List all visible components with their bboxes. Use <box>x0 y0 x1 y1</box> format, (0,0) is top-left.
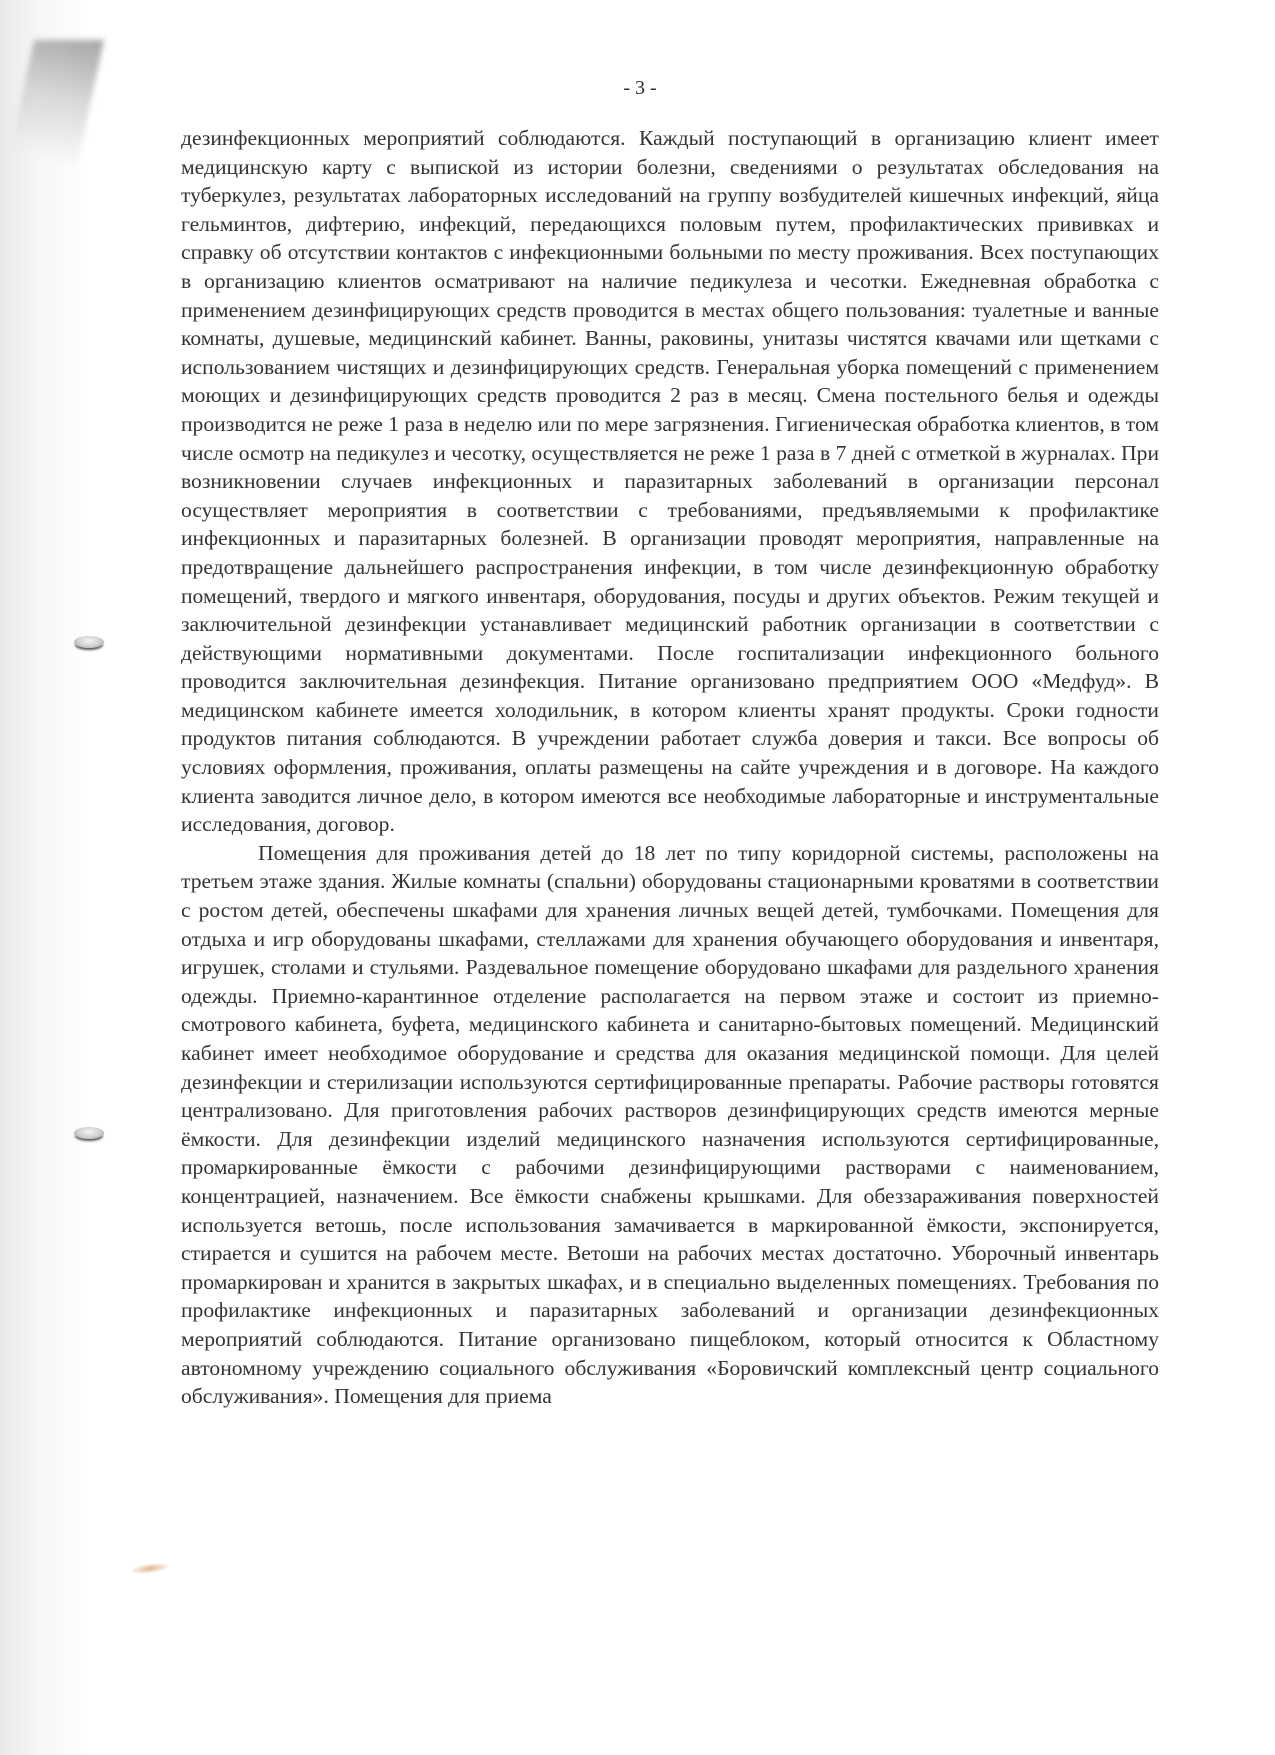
paragraph: дезинфекционных мероприятий соблюдаются. Каждый поступающий в организацию клиент имеет медицинскую карту с выпиской из истории болезни, сведениями о результатах обследования на туберкулез, результатах лабораторных исследований на группу возбудителей кишечных инфекций, яйца гельминтов, дифтерию, инфекций, передающихся половым путем, профилактических прививках и справку об отсутствии контактов с инфекционными больными по месту проживания. Всех поступающих в организацию клиентов осматривают на наличие педикулеза и чесотки. Ежедневная обработка с применением дезинфицирующих средств проводится в местах общего пользования: туалетные и ванные комнаты, душевые, медицинский кабинет. Ванны, раковины, унитазы чистятся квачами или щетками с использованием чистящих и дезинфицирующих средств. Генеральная уборка помещений с применением моющих и дезинфицирующих средств проводится 2 раз в месяц. Смена постельного белья и одежды производится не реже 1 раза в неделю или по мере загрязнения. Гигиеническая обработка клиентов, в том числе осмотр на педикулез и чесотку, осуществляется не реже 1 раза в 7 дней с отметкой в журналах. При возникновении случаев инфекционных и паразитарных заболеваний в организации персонал осуществляет мероприятия в соответствии с требованиями, предъявляемыми к профилактике инфекционных и паразитарных болезней. В организации проводят мероприятия, направленные на предотвращение дальнейшего распространения инфекции, в том числе дезинфекционную обработку помещений, твердого и мягкого инвентаря, оборудования, посуды и других объектов. Режим текущей и заключительной дезинфекции устанавливает медицинский работник организации в соответствии с действующими нормативными документами. После госпитализации инфекционного больного проводится заключительная дезинфекция. Питание организовано предприятием ООО «Медфуд». В медицинском кабинете имеется холодильник, в котором клиенты хранят продукты. Сроки годности продуктов питания соблюдаются. В учреждении работает служба доверия и такси. Все вопросы об условиях оформления, проживания, оплаты размещены на сайте учреждения и в договоре. На каждого клиента заводится личное дело, в котором имеются все необходимые лабораторные и инструментальные исследования, договор. <box>181 126 1159 837</box>
punch-hole-mark <box>74 1127 104 1139</box>
page-number: - 3 - <box>623 77 657 99</box>
scan-shadow-mark <box>2 40 104 190</box>
document-body <box>181 124 1159 1411</box>
paper-stain-mark <box>132 1562 169 1576</box>
paragraph: Помещения для проживания детей до 18 лет по типу коридорной системы, расположены на третьем этаже здания. Жилые комнаты (спальни) оборудованы стационарными кроватями в соответствии с ростом детей, обеспечены шкафами для хранения личных вещей детей, тумбочками. Помещения для отдыха и игр оборудованы шкафами, стеллажами для хранения обучающего оборудования и инвентаря, игрушек, столами и стульями. Раздевальное помещение оборудовано шкафами для раздельного хранения одежды. Приемно-карантинное отделение располагается на первом этаже и состоит из приемно-смотрового кабинета, буфета, медицинского кабинета и санитарно-бытовых помещений. Медицинский кабинет имеет необходимое оборудование и средства для оказания медицинской помощи. Для целей дезинфекции и стерилизации используются сертифицированные препараты. Рабочие растворы готовятся централизовано. Для приготовления рабочих растворов дезинфицирующих средств имеются мерные ёмкости. Для дезинфекции изделий медицинского назначения используются сертифицированные, промаркированные ёмкости с рабочими дезинфицирующими растворами с наименованием, концентрацией, назначением. Все ёмкости снабжены крышками. Для обеззараживания поверхностей используется ветошь, после использования замачивается в маркированной ёмкости, экспонируется, стирается и сушится на рабочем месте. Ветоши на рабочих местах достаточно. Уборочный инвентарь промаркирован и хранится в закрытых шкафах, и в специально выделенных помещениях. Требования по профилактике инфекционных и паразитарных заболеваний и организации дезинфекционных мероприятий соблюдаются. Питание организовано пищеблоком, который относится к Областному автономному учреждению социального обслуживания «Боровичский комплексный центр социального обслуживания». Помещения для приема <box>181 840 1159 1409</box>
punch-hole-mark <box>74 636 104 648</box>
